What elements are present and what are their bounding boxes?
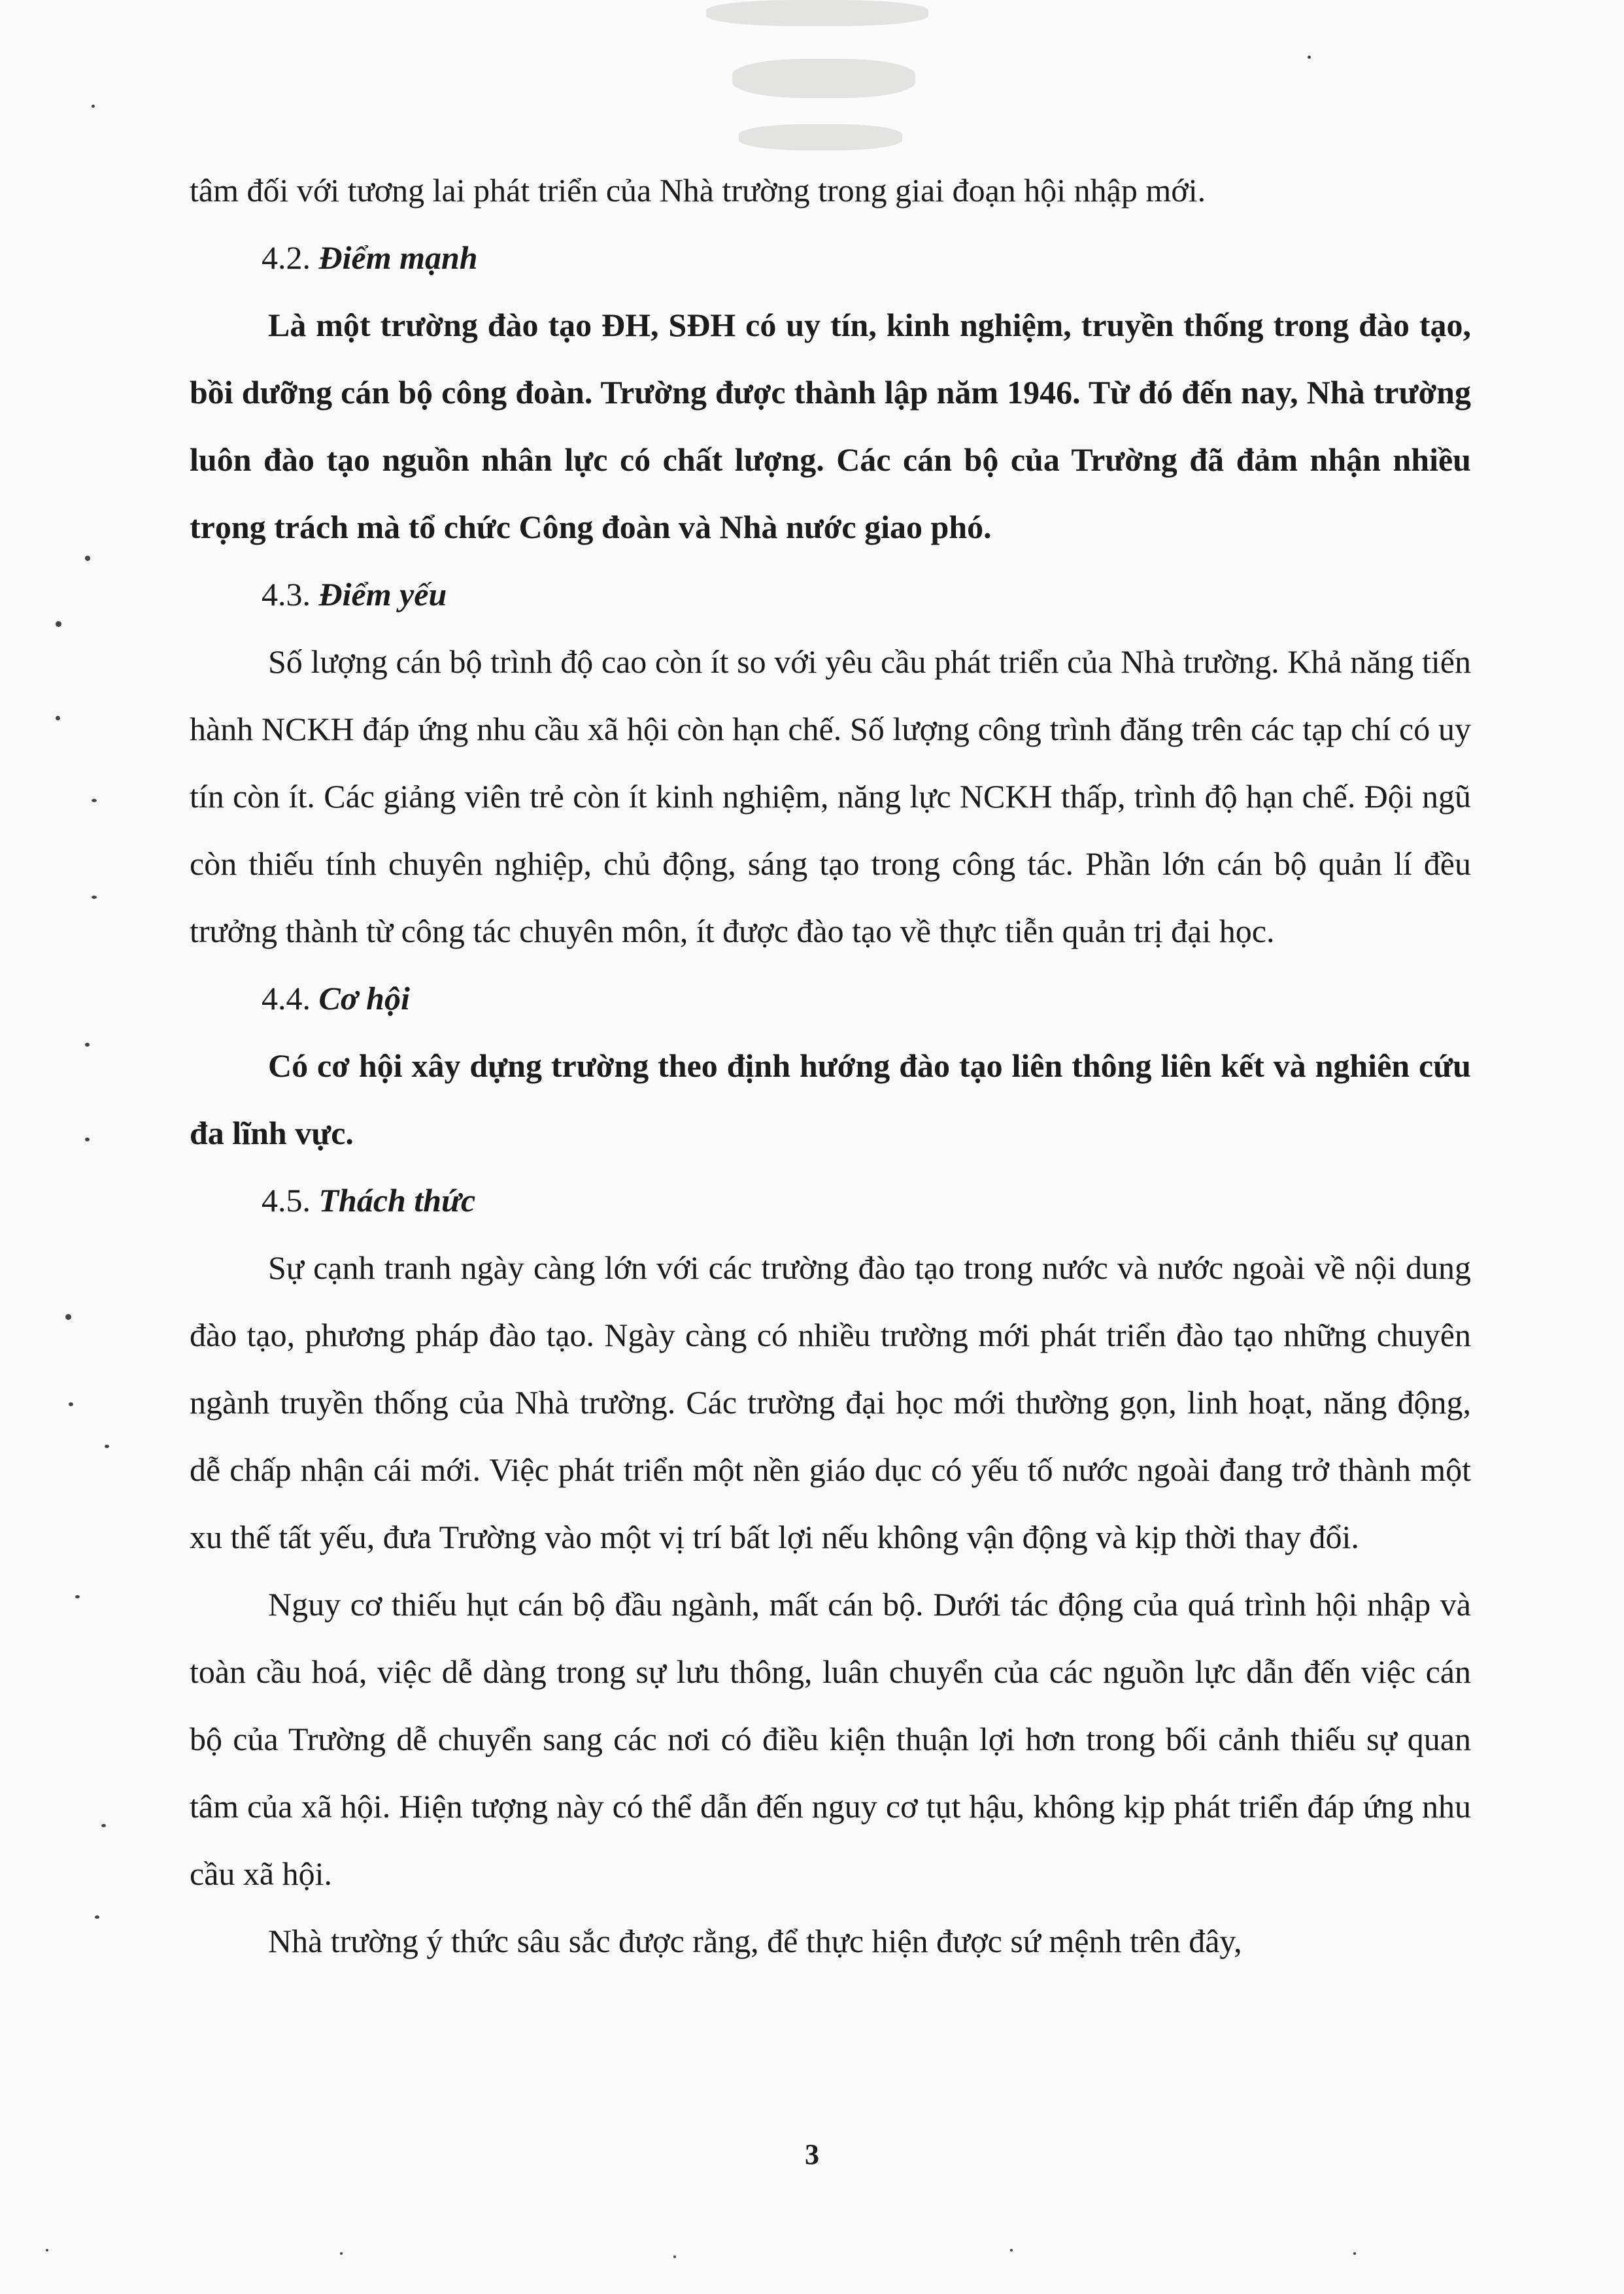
section-heading-weaknesses xyxy=(262,561,1471,628)
section-title: Cơ hội xyxy=(318,980,410,1017)
scan-speck xyxy=(46,2249,48,2252)
scan-speck xyxy=(85,556,90,561)
section-title: Điểm yếu xyxy=(318,576,447,613)
scan-speck xyxy=(92,799,97,802)
intro-paragraph-tail: tâm đối với tương lai phát triển của Nhà trường trong giai đoạn hội nhập mới. xyxy=(190,172,1206,209)
scan-speck xyxy=(85,1043,90,1047)
scan-speck xyxy=(92,896,97,899)
section-number: 4.5. xyxy=(262,1182,311,1219)
section-number: 4.4. xyxy=(262,980,311,1017)
scan-speck xyxy=(1353,2252,1356,2255)
section-heading-strengths xyxy=(262,224,1471,292)
section-paragraph: Là một trường đào tạo ĐH, SĐH có uy tín, kinh nghiệm, truyền thống trong đào tạo, bồi dưỡng cán bộ công đoàn. Trường được thành lập năm 1946. Từ đó đến nay, Nhà trường luôn đào tạo nguồn nhân lực có chất lượng. Các cán bộ của Trường đã đảm nhận nhiều trọng trách mà tổ chức Công đoàn và Nhà nước giao phó. xyxy=(190,307,1471,545)
scan-speck xyxy=(85,1138,90,1141)
scan-speck xyxy=(1010,2249,1013,2252)
section-paragraph: Nguy cơ thiếu hụt cán bộ đầu ngành, mất cán bộ. Dưới tác động của quá trình hội nhập và toàn cầu hoá, việc dễ dàng trong sự lưu thông, luân chuyển của các nguồn lực dẫn đến việc cán bộ của Trường dễ chuyển sang các nơi có điều kiện thuận lợi hơn trong bối cảnh thiếu sự quan tâm của xã hội. Hiện tượng này có thể dẫn đến nguy cơ tụt hậu, không kịp phát triển đáp ứng nhu cầu xã hội. xyxy=(190,1586,1471,1892)
scan-speck xyxy=(75,1595,80,1598)
section-number: 4.2. xyxy=(262,239,311,276)
section-title: Điểm mạnh xyxy=(318,239,478,276)
scan-speck xyxy=(92,105,95,108)
scan-artifact xyxy=(706,0,928,26)
section-heading-opportunities xyxy=(262,965,1471,1032)
section-heading-challenges xyxy=(262,1167,1471,1234)
scan-speck xyxy=(56,716,60,720)
document-body xyxy=(190,157,1471,1975)
scan-speck xyxy=(95,1915,99,1919)
scan-artifact xyxy=(732,59,915,98)
scan-speck xyxy=(65,1314,71,1320)
scan-speck xyxy=(101,1824,106,1827)
section-paragraph: Có cơ hội xây dựng trường theo định hướng đào tạo liên thông liên kết và nghiên cứu đa lĩnh vực. xyxy=(190,1047,1471,1151)
scan-speck xyxy=(673,2255,676,2258)
section-number: 4.3. xyxy=(262,576,311,613)
scan-speck xyxy=(340,2252,343,2255)
page-number: 3 xyxy=(805,2138,819,2170)
scan-speck xyxy=(56,621,61,627)
section-paragraph: Nhà trường ý thức sâu sắc được rằng, để thực hiện được sứ mệnh trên đây, xyxy=(268,1923,1242,1959)
scan-speck xyxy=(105,1445,109,1448)
section-title: Thách thức xyxy=(318,1182,476,1219)
scan-artifact xyxy=(739,124,902,150)
scan-speck xyxy=(69,1402,73,1406)
section-paragraph: Số lượng cán bộ trình độ cao còn ít so với yêu cầu phát triển của Nhà trường. Khả năng tiến hành NCKH đáp ứng nhu cầu xã hội còn hạn chế. Số lượng công trình đăng trên các tạp chí có uy tín còn ít. Các giảng viên trẻ còn ít kinh nghiệm, năng lực NCKH thấp, trình độ hạn chế. Đội ngũ còn thiếu tính chuyên nghiệp, chủ động, sáng tạo trong công tác. Phần lớn cán bộ quản lí đều trưởng thành từ công tác chuyên môn, ít được đào tạo về thực tiễn quản trị đại học. xyxy=(190,643,1471,949)
scan-speck xyxy=(1308,56,1311,59)
section-paragraph: Sự cạnh tranh ngày càng lớn với các trường đào tạo trong nước và nước ngoài về nội dung đào tạo, phương pháp đào tạo. Ngày càng có nhiều trường mới phát triển đào tạo những chuyên ngành truyền thống của Nhà trường. Các trường đại học mới thường gọn, linh hoạt, năng động, dễ chấp nhận cái mới. Việc phát triển một nền giáo dục có yếu tố nước ngoài đang trở thành một xu thế tất yếu, đưa Trường vào một vị trí bất lợi nếu không vận động và kịp thời thay đổi. xyxy=(190,1249,1471,1555)
